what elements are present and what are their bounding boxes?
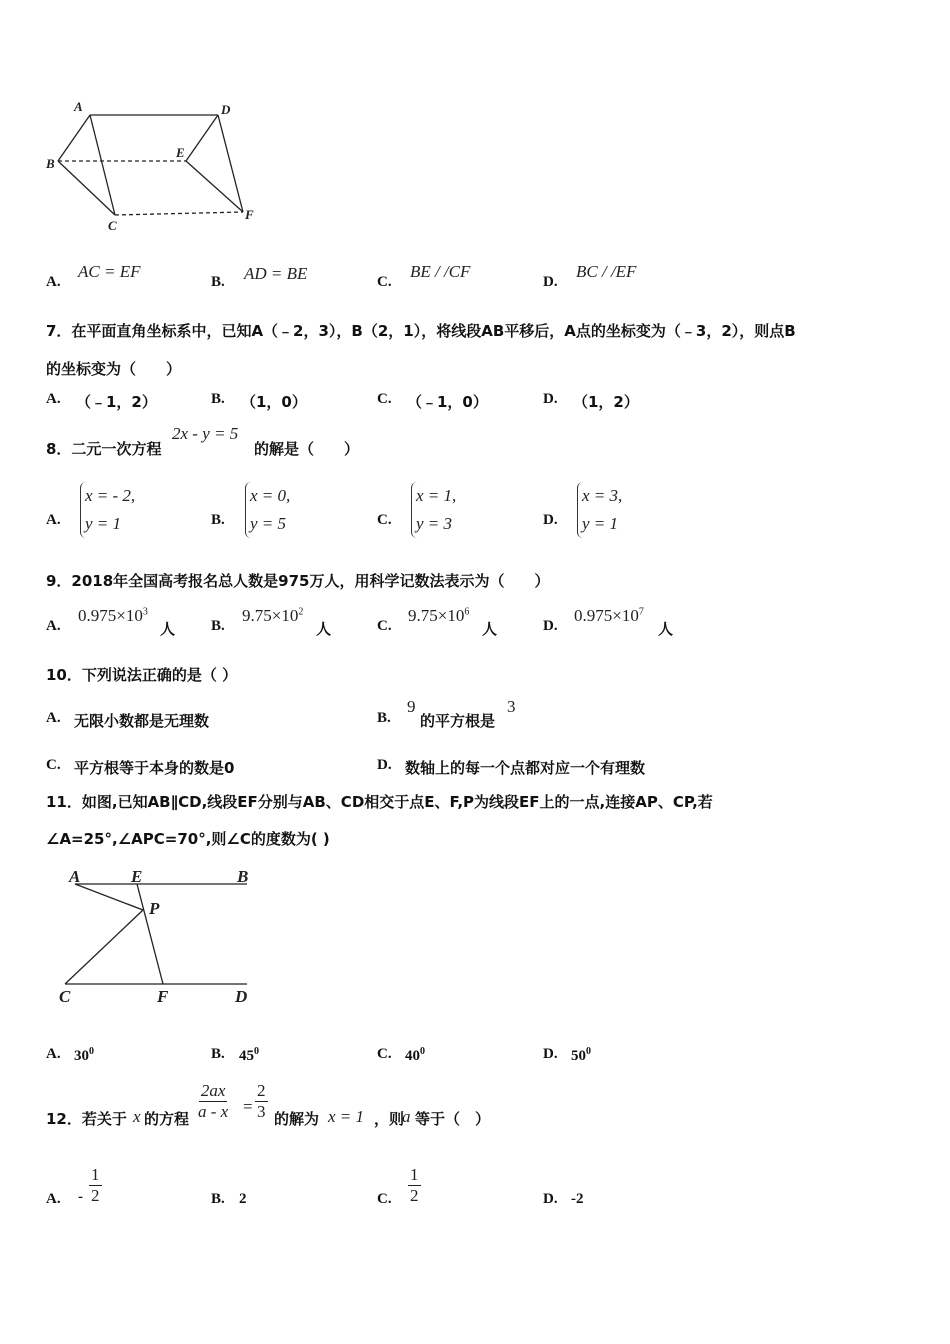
q12-option-c-num: 1 — [410, 1165, 419, 1184]
q6-option-c: BE / /CF — [410, 262, 471, 281]
q12-option-c-den: 2 — [410, 1186, 419, 1205]
q12-rhs-denominator: 3 — [257, 1102, 266, 1121]
q7-option-c: （﹣1，0） — [407, 393, 488, 411]
point-c-label: C — [108, 218, 117, 233]
segment-de — [186, 115, 218, 161]
q8-option-c-system — [411, 482, 456, 538]
segment-cp — [65, 910, 143, 984]
q9-option-c-letter: C. — [377, 618, 392, 634]
point-f-label: F — [157, 987, 169, 1006]
q9-stem: 9．2018年全国高考报名总人数是975万人，用科学记数法表示为（ ） — [46, 572, 550, 590]
q7-stem-line2: 的坐标变为（ ） — [46, 360, 182, 378]
point-p-label: P — [149, 899, 160, 918]
q8-option-b-letter: B. — [211, 512, 225, 528]
q8-option-a-system — [80, 482, 135, 538]
q11-option-a-letter: A. — [46, 1046, 61, 1062]
point-e-label: E — [131, 867, 143, 886]
point-a-label: A — [69, 867, 81, 886]
q11-option-a: $30^0$ — [74, 1046, 94, 1064]
q12-var-a: a — [402, 1107, 411, 1126]
q7-option-d: （1，2） — [573, 393, 639, 411]
q12-stem-mid3: ，则 — [374, 1110, 405, 1128]
q7-option-d-letter: D. — [543, 391, 558, 407]
q9-option-a-letter: A. — [46, 618, 61, 634]
q10-option-d: 数轴上的每一个点都对应一个有理数 — [405, 759, 646, 777]
q12-equation-rhs — [255, 1081, 268, 1122]
q8-option-b-y: y = 5 — [250, 514, 287, 533]
q12-stem-mid: 的方程 — [144, 1110, 190, 1128]
segment-df — [218, 115, 243, 212]
q6-option-a-letter: A. — [46, 274, 61, 290]
q11-stem-line1: 11．如图,已知AB∥CD,线段EF分别与AB、CD相交于点E、F,P为线段EF上的一点,连接AP、CP,若 — [46, 793, 713, 811]
q12-option-c-letter: C. — [377, 1191, 392, 1207]
q12-options — [46, 1163, 926, 1213]
q11-option-d: $50^0$ — [571, 1046, 591, 1064]
q10-option-b: 的平方根是 — [420, 712, 496, 730]
q12-equals: = — [243, 1097, 253, 1116]
q8-stem — [46, 424, 546, 460]
q9-option-b-letter: B. — [211, 618, 225, 634]
q7-option-c-letter: C. — [377, 391, 392, 407]
q10-option-d-letter: D. — [377, 757, 392, 773]
q11-option-c-letter: C. — [377, 1046, 392, 1062]
q12-rhs-numerator: 2 — [257, 1081, 266, 1100]
q11-option-b: $45^0$ — [239, 1046, 259, 1064]
q10-option-a: 无限小数都是无理数 — [74, 712, 210, 730]
q10-option-b-num2: 3 — [507, 697, 516, 716]
segment-ef — [186, 161, 243, 212]
point-a-label: A — [74, 99, 83, 114]
q12-option-b: 2 — [239, 1191, 247, 1207]
q8-option-b-system — [245, 482, 290, 538]
q11-option-d-letter: D. — [543, 1046, 558, 1062]
point-d-label: D — [235, 987, 248, 1006]
q12-option-a-den: 2 — [91, 1186, 100, 1205]
q9-option-a: $0.975\times 10^3$ — [78, 606, 148, 625]
q8-stem-suffix: 的解是（ ） — [254, 440, 360, 458]
q8-option-c-x: x = 1, — [416, 486, 457, 505]
point-b-label: B — [237, 867, 249, 886]
q9-option-d-unit: 人 — [658, 620, 674, 638]
q11-stem-line2: ∠A=25°,∠APC=70°,则∠C的度数为( ) — [46, 830, 330, 848]
q12-option-d: -2 — [571, 1191, 584, 1207]
q11-option-c: $40^0$ — [405, 1046, 425, 1064]
q6-option-b-letter: B. — [211, 274, 225, 290]
q6-option-b: AD = BE — [244, 264, 308, 283]
q12-frac-denominator: a - x — [198, 1102, 229, 1121]
q9-option-d-letter: D. — [543, 618, 558, 634]
q12-option-d-letter: D. — [543, 1191, 558, 1207]
q6-option-c-letter: C. — [377, 274, 392, 290]
q8-option-a-letter: A. — [46, 512, 61, 528]
q8-option-b-x: x = 0, — [250, 486, 291, 505]
q8-option-a-x: x = - 2, — [85, 486, 136, 505]
q10-option-b-num1: 9 — [407, 697, 416, 716]
q9-option-c: $9.75\times 10^6$ — [408, 606, 470, 625]
q12-option-a-frac — [89, 1165, 102, 1206]
q8-options — [46, 482, 926, 542]
parallel-lines-figure — [55, 862, 270, 1007]
q12-option-a-sign: - — [78, 1189, 83, 1205]
q12-option-c-frac — [408, 1165, 421, 1206]
q7-option-b-letter: B. — [211, 391, 225, 407]
q12-solution: x = 1 — [328, 1107, 365, 1126]
point-e-label: E — [176, 145, 185, 160]
q10-option-a-letter: A. — [46, 710, 61, 726]
segment-bc — [58, 161, 115, 215]
q12-option-b-letter: B. — [211, 1191, 225, 1207]
q12-frac-numerator: 2ax — [200, 1081, 226, 1100]
q12-option-a-num: 1 — [91, 1165, 100, 1184]
q8-equation: 2x - y = 5 — [172, 424, 239, 443]
q10-row1 — [46, 697, 926, 731]
q8-stem-prefix: 8．二元一次方程 — [46, 440, 162, 458]
q6-options — [46, 262, 926, 292]
q12-var-x: x — [133, 1107, 141, 1126]
q9-option-d: $0.975\times 10^7$ — [574, 606, 644, 625]
q6-option-a: AC = EF — [78, 262, 141, 281]
q10-option-c: 平方根等于本身的数是0 — [74, 759, 235, 777]
q7-option-b: （1，0） — [241, 393, 307, 411]
q11-option-b-letter: B. — [211, 1046, 225, 1062]
prism-figure — [40, 95, 280, 240]
q6-option-d-letter: D. — [543, 274, 558, 290]
q8-option-d-system — [577, 482, 622, 538]
q10-row2 — [46, 757, 926, 779]
q9-option-a-unit: 人 — [160, 620, 176, 638]
q8-option-a-y: y = 1 — [85, 514, 122, 533]
point-f-label: F — [245, 207, 254, 222]
q12-stem-suffix: 等于（ ） — [415, 1110, 491, 1128]
q7-options — [46, 391, 926, 413]
q9-option-b-unit: 人 — [316, 620, 332, 638]
q8-option-d-x: x = 3, — [582, 486, 623, 505]
q10-option-c-letter: C. — [46, 757, 61, 773]
q9-options — [46, 602, 926, 636]
segment-ac — [90, 115, 115, 215]
q11-options — [46, 1046, 926, 1068]
q9-option-c-unit: 人 — [482, 620, 498, 638]
segment-ap — [75, 884, 143, 910]
q6-option-d: BC / /EF — [576, 262, 637, 281]
q7-option-a-letter: A. — [46, 391, 61, 407]
q8-option-c-y: y = 3 — [416, 514, 453, 533]
q8-option-d-letter: D. — [543, 512, 558, 528]
q10-option-b-letter: B. — [377, 710, 391, 726]
q10-stem: 10．下列说法正确的是（ ） — [46, 666, 238, 684]
point-b-label: B — [46, 156, 55, 171]
q12-stem — [46, 1080, 926, 1130]
q12-stem-prefix: 12．若关于 — [46, 1110, 127, 1128]
segment-cf — [115, 212, 243, 215]
point-c-label: C — [59, 987, 71, 1006]
segment-ab — [58, 115, 90, 161]
point-d-label: D — [221, 102, 231, 117]
q8-option-c-letter: C. — [377, 512, 392, 528]
q12-stem-mid2: 的解为 — [274, 1110, 320, 1128]
q7-option-a: （﹣1，2） — [76, 393, 157, 411]
q12-equation-lhs — [198, 1081, 228, 1122]
q8-option-d-y: y = 1 — [582, 514, 619, 533]
q12-option-a-letter: A. — [46, 1191, 61, 1207]
q9-option-b: $9.75\times 10^2$ — [242, 606, 304, 625]
q7-stem-line1: 7．在平面直角坐标系中，已知A（﹣2，3），B（2，1），将线段AB平移后，A点的坐标变为（﹣3，2），则点B — [46, 322, 796, 340]
